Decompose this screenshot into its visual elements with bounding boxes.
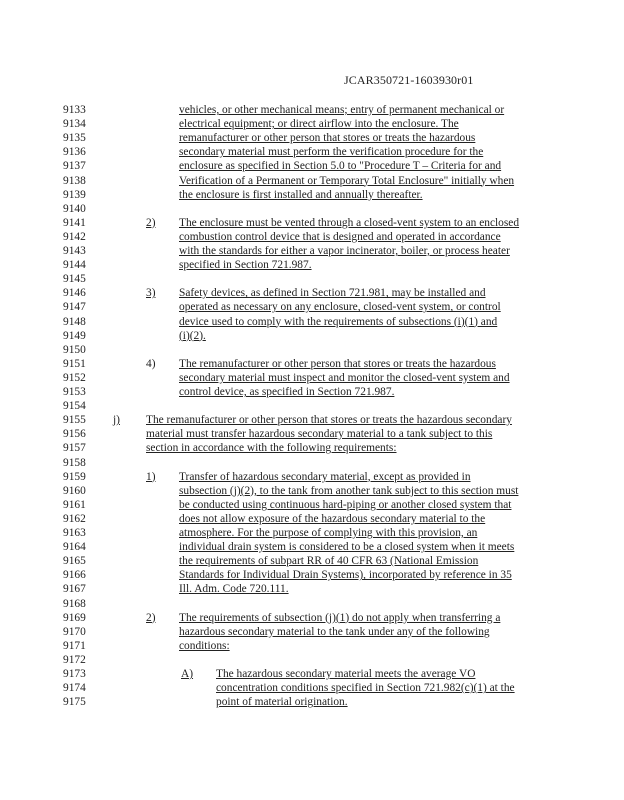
line-number: 9141 bbox=[63, 216, 86, 229]
line-text: The hazardous secondary material meets the average VO bbox=[216, 668, 476, 680]
text-line bbox=[0, 230, 624, 244]
line-text: The remanufacturer or other person that stores or treats the hazardous secondary bbox=[146, 414, 512, 427]
line-number: 9145 bbox=[63, 273, 86, 286]
text-line bbox=[0, 526, 624, 540]
line-text: subsection (j)(2), to the tank from another tank subject to this section must bbox=[179, 484, 519, 497]
line-number: 9163 bbox=[63, 527, 86, 539]
text-line bbox=[0, 582, 624, 596]
line-number: 9160 bbox=[63, 484, 86, 497]
line-number: 9172 bbox=[63, 653, 86, 666]
line-text: specified in Section 721.987. bbox=[179, 259, 312, 272]
text-line bbox=[0, 315, 624, 329]
text-line bbox=[0, 625, 624, 639]
line-number: 9161 bbox=[63, 498, 86, 511]
line-number: 9144 bbox=[63, 259, 86, 272]
line-number: 9137 bbox=[63, 160, 86, 173]
text-line bbox=[0, 371, 624, 385]
text-line bbox=[0, 568, 624, 582]
line-number: 9174 bbox=[63, 682, 86, 695]
line-text: conditions: bbox=[179, 639, 230, 652]
text-line bbox=[0, 343, 624, 357]
line-text: concentration conditions specified in Section 721.982(c)(1) at the bbox=[216, 682, 515, 695]
line-text: electrical equipment; or direct airflow into the enclosure. The bbox=[179, 118, 459, 131]
text-line bbox=[0, 512, 624, 526]
line-number: 9171 bbox=[63, 639, 86, 652]
subsection-label: 4) bbox=[146, 357, 156, 370]
line-text: material must transfer hazardous secondary material to a tank subject to this bbox=[146, 428, 493, 441]
text-line bbox=[0, 639, 624, 653]
text-line bbox=[0, 329, 624, 343]
line-text: Standards for Individual Drain Systems), incorporated by reference in 35 bbox=[179, 569, 512, 582]
text-line bbox=[0, 145, 624, 159]
line-number: 9152 bbox=[63, 371, 86, 384]
text-line bbox=[0, 131, 624, 145]
line-text: be conducted using continuous hard-piping or another closed system that bbox=[179, 498, 512, 511]
line-text: device used to comply with the requirements of subsections (i)(1) and bbox=[179, 315, 498, 328]
line-number: 9136 bbox=[63, 146, 86, 159]
line-number: 9135 bbox=[63, 132, 86, 145]
line-number: 9146 bbox=[63, 287, 86, 300]
line-text: combustion control device that is designed and operated in accordance bbox=[179, 230, 501, 243]
text-line bbox=[0, 300, 624, 314]
line-number: 9147 bbox=[63, 301, 86, 314]
text-line bbox=[0, 258, 624, 272]
line-number: 9155 bbox=[63, 414, 86, 427]
line-text: point of material origination. bbox=[216, 696, 348, 709]
line-number: 9133 bbox=[63, 104, 86, 116]
line-number: 9158 bbox=[63, 456, 86, 469]
line-text: secondary material must perform the verification procedure for the bbox=[179, 146, 484, 159]
text-line bbox=[0, 174, 624, 188]
subsection-label: j) bbox=[113, 414, 120, 427]
text-line bbox=[0, 597, 624, 611]
line-number: 9165 bbox=[63, 555, 86, 568]
line-number: 9153 bbox=[63, 386, 86, 398]
line-number: 9162 bbox=[63, 512, 86, 525]
line-text: Safety devices, as defined in Section 721.981, may be installed and bbox=[179, 287, 486, 300]
line-text: the enclosure is first installed and annually thereafter. bbox=[179, 188, 423, 201]
line-number: 9157 bbox=[63, 442, 86, 455]
text-line bbox=[0, 653, 624, 667]
line-text: secondary material must inspect and monitor the closed-vent system and bbox=[179, 371, 510, 384]
text-line bbox=[0, 399, 624, 413]
line-number: 9151 bbox=[63, 357, 86, 370]
line-text: with the standards for either a vapor incinerator, boiler, or process heater bbox=[179, 245, 510, 257]
text-line bbox=[0, 667, 624, 681]
line-text: Verification of a Permanent or Temporary Total Enclosure" initially when bbox=[179, 174, 515, 187]
text-line bbox=[0, 456, 624, 470]
text-line bbox=[0, 427, 624, 441]
subsection-label: 2) bbox=[146, 611, 156, 624]
text-line bbox=[0, 286, 624, 300]
text-line bbox=[0, 188, 624, 202]
text-line bbox=[0, 441, 624, 455]
line-number: 9142 bbox=[63, 230, 86, 243]
line-text: The requirements of subsection (j)(1) do not apply when transferring a bbox=[179, 611, 501, 624]
line-text: The enclosure must be vented through a closed-vent system to an enclosed bbox=[179, 216, 520, 229]
line-number: 9140 bbox=[63, 202, 86, 215]
line-text: vehicles, or other mechanical means; entry of permanent mechanical or bbox=[179, 104, 505, 116]
line-text: Ill. Adm. Code 720.111. bbox=[179, 583, 289, 596]
text-line bbox=[0, 202, 624, 216]
line-text: Transfer of hazardous secondary material, except as provided in bbox=[179, 470, 471, 483]
line-number: 9159 bbox=[63, 470, 86, 483]
line-text: does not allow exposure of the hazardous secondary material to the bbox=[179, 512, 486, 525]
line-text: hazardous secondary material to the tank under any of the following bbox=[179, 625, 490, 638]
line-text: operated as necessary on any enclosure, closed-vent system, or control bbox=[179, 301, 501, 314]
text-line bbox=[0, 413, 624, 427]
text-line bbox=[0, 681, 624, 695]
line-number: 9173 bbox=[63, 668, 86, 680]
line-text: the requirements of subpart RR of 40 CFR 63 (National Emission bbox=[179, 555, 479, 568]
text-line bbox=[0, 498, 624, 512]
text-line bbox=[0, 540, 624, 554]
line-number: 9148 bbox=[63, 315, 86, 328]
line-text: section in accordance with the following requirements: bbox=[146, 442, 397, 455]
line-number: 9156 bbox=[63, 428, 86, 441]
line-number: 9169 bbox=[63, 611, 86, 624]
line-text: (i)(2). bbox=[179, 329, 206, 342]
subsection-label: 2) bbox=[146, 216, 156, 229]
text-line bbox=[0, 357, 624, 371]
text-line bbox=[0, 272, 624, 286]
line-number: 9166 bbox=[63, 569, 86, 582]
line-number: 9167 bbox=[63, 583, 86, 596]
line-number: 9143 bbox=[63, 245, 86, 257]
line-text: individual drain system is considered to be a closed system when it meets bbox=[179, 541, 515, 554]
text-line bbox=[0, 103, 624, 117]
text-line bbox=[0, 117, 624, 131]
subsection-label: 1) bbox=[146, 470, 156, 483]
document-id: JCAR350721-1603930r01 bbox=[344, 73, 474, 87]
line-number: 9170 bbox=[63, 625, 86, 638]
line-number: 9149 bbox=[63, 329, 86, 342]
line-number: 9168 bbox=[63, 597, 86, 610]
text-line bbox=[0, 216, 624, 230]
line-number: 9134 bbox=[63, 118, 86, 131]
line-text: atmosphere. For the purpose of complying with this provision, an bbox=[179, 527, 478, 539]
text-line bbox=[0, 159, 624, 173]
text-line bbox=[0, 554, 624, 568]
line-text: remanufacturer or other person that stores or treats the hazardous bbox=[179, 132, 476, 145]
subsection-label: 3) bbox=[146, 287, 156, 300]
subsection-label: A) bbox=[181, 668, 194, 680]
line-number: 9150 bbox=[63, 343, 86, 356]
line-text: enclosure as specified in Section 5.0 to "Procedure T – Criteria for and bbox=[179, 160, 502, 173]
text-line bbox=[0, 244, 624, 258]
text-line bbox=[0, 611, 624, 625]
text-line bbox=[0, 470, 624, 484]
line-text: control device, as specified in Section 721.987. bbox=[179, 386, 395, 398]
line-number: 9138 bbox=[63, 174, 86, 187]
line-text: The remanufacturer or other person that stores or treats the hazardous bbox=[179, 357, 496, 370]
text-line bbox=[0, 484, 624, 498]
line-number: 9154 bbox=[63, 400, 86, 413]
line-number: 9139 bbox=[63, 188, 86, 201]
line-number: 9175 bbox=[63, 696, 86, 709]
text-line bbox=[0, 695, 624, 709]
line-number: 9164 bbox=[63, 541, 86, 554]
text-line bbox=[0, 385, 624, 399]
